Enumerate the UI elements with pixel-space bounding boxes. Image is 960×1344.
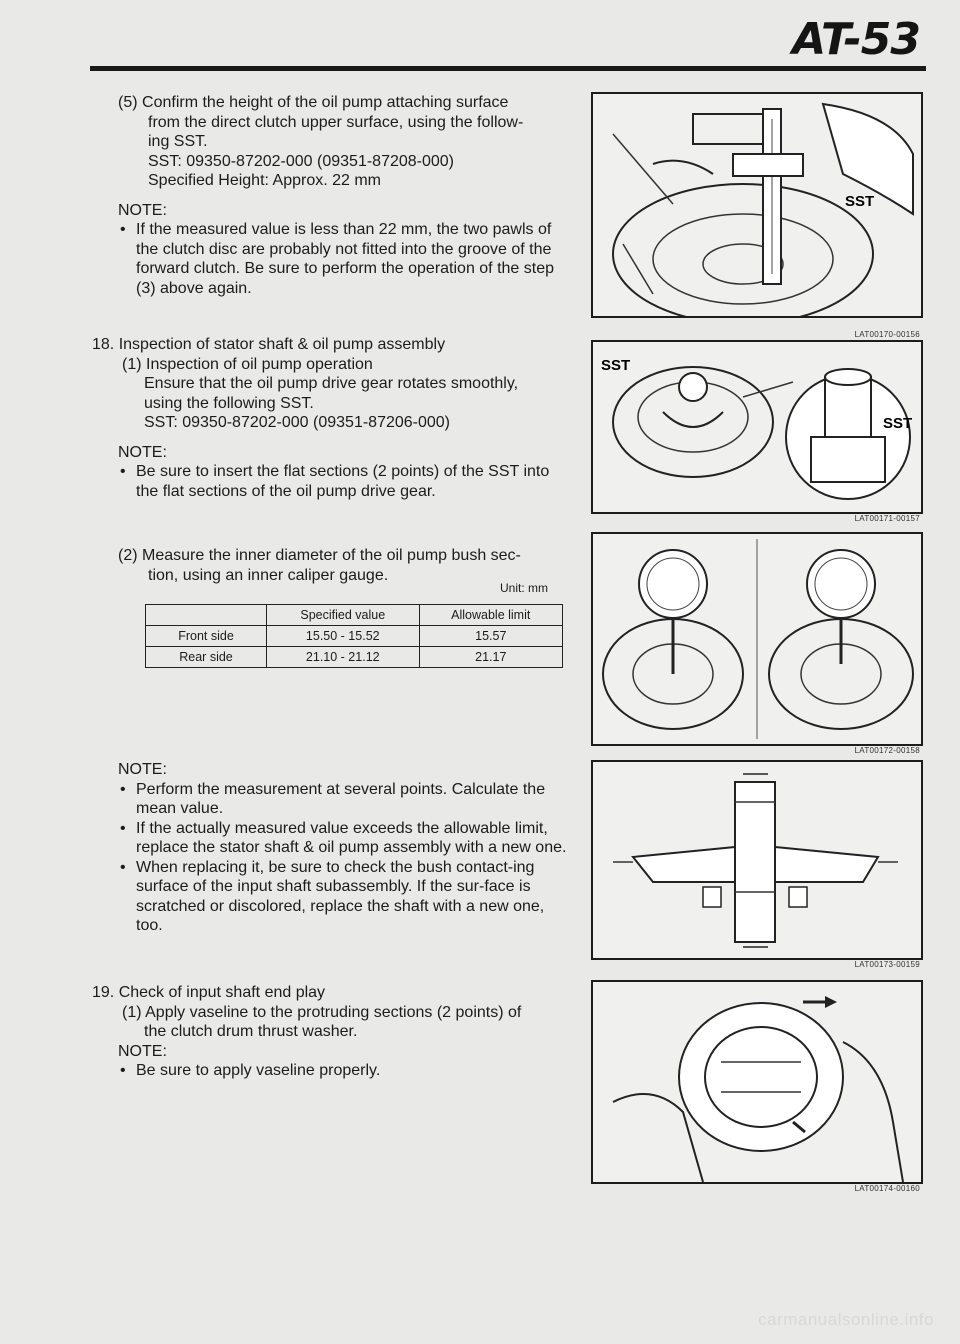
stator-shaft-section-illustration [593, 762, 921, 958]
substep-title [92, 355, 570, 375]
sst-line: SST: 09350-87202-000 (09351-87206-000) [144, 414, 451, 431]
step-number: 19. [92, 984, 115, 1001]
step-title [92, 983, 570, 1003]
table-cell: 15.50 - 15.52 [267, 626, 420, 647]
step-label: (5) [118, 94, 138, 111]
spec-table [145, 604, 563, 668]
step-text: tion, using an inner caliper gauge. [148, 566, 389, 584]
table-header-row [146, 605, 563, 626]
note-item: • When replacing it, be sure to check the bush contact-ing surface of the input shaft subassembly. If the sur-face is scratched or discolored, replace the shaft with a new one, too. [118, 858, 570, 936]
figure-caliper-height [591, 92, 923, 318]
note-title: NOTE: [118, 761, 167, 778]
step-text: ing SST. [148, 133, 208, 150]
figure-label: SST [883, 415, 913, 432]
figure-label: SST [601, 357, 631, 374]
sst-line: SST: 09350-87202-000 (09351-87208-000) [148, 152, 455, 170]
table-header [146, 605, 267, 626]
step-17-5-line [118, 93, 570, 113]
figure-caption: LAT00174-00160 [854, 1184, 920, 1193]
step-title-text: Inspection of stator shaft & oil pump assembly [118, 336, 446, 353]
note-item: • Be sure to insert the flat sections (2 points) of the SST into the flat sections of the oil pump drive gear. [118, 462, 570, 501]
figure-caption: LAT00170-00156 [854, 330, 920, 339]
oil-pump-illustration [593, 342, 921, 512]
table-cell: 15.57 [419, 626, 562, 647]
figure-stator-shaft-section [591, 760, 923, 960]
note-item: • If the measured value is less than 22 mm, the two pawls of the clutch disc are probably not fitted into the groove of the forward clutch. Be sure to perform the operation of the step (3) above again. [118, 220, 570, 298]
figure-caption: LAT00171-00157 [854, 514, 920, 523]
step-18-2-notes [118, 760, 570, 936]
step-text: using the following SST. [144, 394, 314, 412]
table-cell: 21.10 - 21.12 [267, 647, 420, 668]
watermark: carmanualsonline.info [758, 1310, 934, 1329]
step-18 [92, 335, 570, 501]
figure-thrust-washer [591, 980, 923, 1184]
step-text: Apply vaseline to the protruding sections (2 points) of [145, 1003, 522, 1021]
note-list [92, 462, 570, 501]
table-header: Specified value [267, 605, 420, 626]
caliper-illustration [593, 94, 921, 316]
figure-bush-measurement [591, 532, 923, 746]
note-list [118, 780, 570, 936]
step-label: (2) [118, 547, 138, 564]
step-19 [92, 983, 570, 1081]
step-text: Measure the inner diameter of the oil pump bush sec- [142, 547, 521, 564]
step-label: (1) [122, 355, 142, 373]
step-17-5 [118, 93, 570, 298]
page-code: AT-53 [792, 14, 920, 65]
figure-caption: LAT00173-00159 [854, 960, 920, 969]
table-row [146, 626, 563, 647]
header-rule [90, 66, 926, 71]
specified-height: Specified Height: Approx. 22 mm [148, 172, 382, 189]
note-item: • If the actually measured value exceeds the allowable limit, replace the stator shaft & oil pump assembly with a new one. [118, 819, 570, 858]
step-label: (1) [122, 1003, 142, 1021]
note-title: NOTE: [118, 201, 167, 219]
step-text: Confirm the height of the oil pump attaching surface [142, 94, 509, 111]
figure-caption: LAT00172-00158 [854, 746, 920, 755]
step-text: the clutch drum thrust washer. [144, 1023, 358, 1040]
table-cell: Rear side [146, 647, 267, 668]
note-title: NOTE: [118, 443, 167, 461]
substep-title-text: Inspection of oil pump operation [146, 355, 373, 373]
step-title-text: Check of input shaft end play [118, 984, 326, 1001]
table-cell: Front side [146, 626, 267, 647]
note-list [92, 1061, 570, 1081]
table-header: Allowable limit [419, 605, 562, 626]
note-list [118, 220, 570, 298]
unit-label: Unit: mm [500, 581, 548, 595]
thrust-washer-illustration [593, 982, 921, 1182]
step-text: from the direct clutch upper surface, using the follow- [148, 113, 524, 131]
step-number: 18. [92, 336, 115, 353]
note-item: • Perform the measurement at several points. Calculate the mean value. [118, 780, 570, 819]
note-title: NOTE: [118, 1042, 167, 1060]
step-line [118, 546, 570, 566]
step-title [92, 335, 570, 355]
note-item: • Be sure to apply vaseline properly. [118, 1061, 570, 1081]
step-line [92, 1003, 570, 1023]
step-text: Ensure that the oil pump drive gear rotates smoothly, [144, 375, 519, 392]
table-cell: 21.17 [419, 647, 562, 668]
step-18-2 [118, 546, 570, 585]
caliper-gauge-illustration [593, 534, 921, 744]
table-row [146, 647, 563, 668]
figure-label: SST [845, 193, 875, 210]
figure-oil-pump-sst [591, 340, 923, 514]
